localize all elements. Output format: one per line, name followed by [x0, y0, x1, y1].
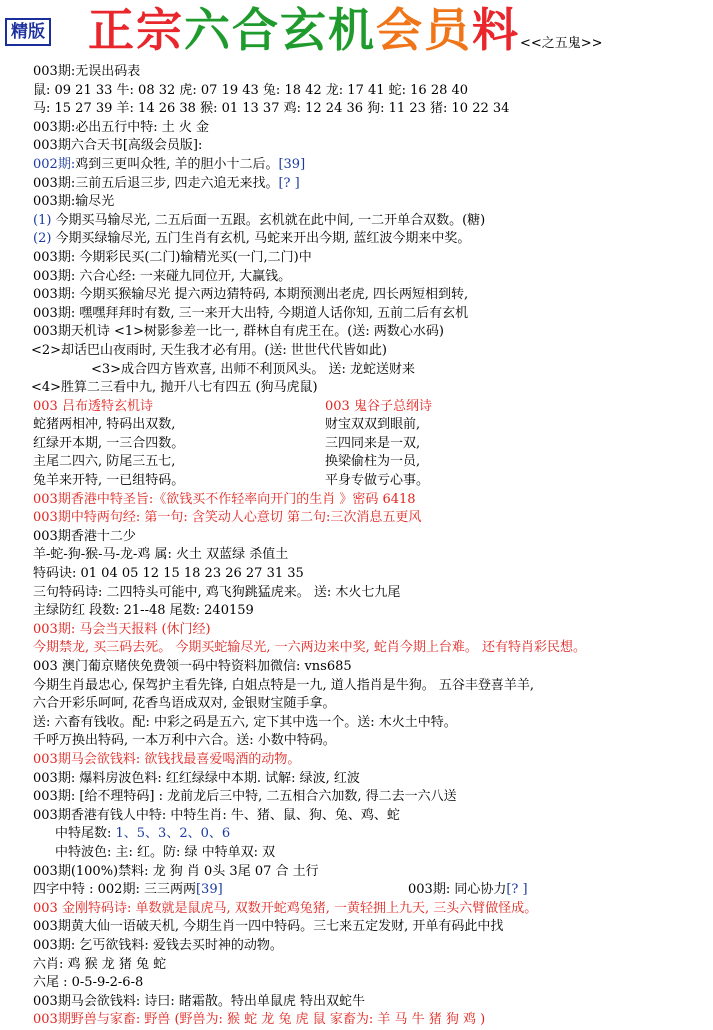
text-line — [33, 361, 708, 380]
text-line — [33, 844, 708, 863]
content-lines — [33, 63, 708, 1030]
text-line — [33, 918, 708, 937]
line-segment: 三前五后退三步, 四走六追无来找。 — [75, 175, 279, 191]
line-segment: <2>却话巴山夜雨时, 天生我才必有用。(送: 世世代代皆如此) — [31, 342, 387, 358]
line-segment: 鸡到三更叫众牲, 羊的胆小十二后。 — [75, 156, 279, 172]
page-header — [0, 0, 713, 60]
line-segment: 003期: 今期买猴输尽光 提六两边猜特码, 本期预测出老虎, 四长两短相到转, — [33, 287, 469, 303]
text-line — [33, 305, 708, 324]
title-part: 正宗 — [88, 3, 184, 57]
line-segment: 003期: 同心协力 — [408, 882, 507, 898]
text-line — [33, 100, 708, 119]
text-line — [33, 1011, 708, 1030]
line-segment: 003期野兽与家畜: 野兽 (野兽为: 猴 蛇 龙 兔 虎 鼠 家畜为: 羊 马 牛 猪 狗 鸡 ) — [33, 1012, 486, 1028]
line-segment: 主尾二四六, 防尾三五七, — [33, 454, 176, 470]
text-line — [33, 825, 708, 844]
text-line — [33, 82, 708, 101]
text-line — [33, 528, 708, 547]
right-column-segment — [325, 416, 420, 435]
line-segment: 六尾 : 0-5-9-2-6-8 — [33, 975, 144, 991]
line-segment: 003期六合天书[高级会员版]: — [33, 138, 203, 154]
line-segment: 羊-蛇-狗-猴-马-龙-鸡 属: 火土 双蓝绿 杀值土 — [33, 547, 289, 563]
author-signature: <<之五鬼>> — [520, 36, 603, 51]
title-part: 六合 — [184, 3, 280, 57]
text-line — [33, 286, 708, 305]
text-line — [33, 249, 708, 268]
text-line — [33, 770, 708, 789]
line-segment: 003期:输尽光 — [33, 194, 115, 210]
text-line — [33, 732, 708, 751]
text-line — [33, 584, 708, 603]
line-segment: 蛇猪两相冲, 特码出双数, — [33, 417, 176, 433]
text-line — [33, 398, 708, 417]
line-segment: 今期买马输尽光, 二五后面一五跟。玄机就在此中间, 一二开单合双数。(糖) — [55, 212, 486, 228]
text-line — [33, 175, 708, 194]
line-segment: 今期生肖最忠心, 保驾护主看先锋, 白姐点特是一九, 道人指肖是牛狗。 五谷丰登喜羊羊, — [33, 677, 535, 693]
line-segment: [39] — [278, 156, 306, 172]
line-segment: 003期: 乞丐欲钱料: 爱钱去买时神的动物。 — [33, 937, 283, 953]
text-line — [33, 156, 708, 175]
text-line — [33, 602, 708, 621]
right-column-segment — [325, 453, 420, 472]
text-line — [33, 119, 708, 138]
line-segment: 鼠: 09 21 33 牛: 08 32 虎: 07 19 43 兔: 18 42 龙: 17 41 蛇: 16 28 40 — [33, 82, 469, 98]
text-line — [33, 956, 708, 975]
line-segment: 003期黄大仙一语破天机, 今期生肖一四中特码。三七来五定发财, 开单有码此中找 — [33, 919, 504, 935]
line-segment: [? ] — [506, 882, 528, 898]
line-segment: 003期天机诗 <1>树影参差一比一, 群林自有虎王在。(送: 两数心水码) — [33, 324, 444, 340]
line-segment: 003期香港有钱人中特: 中特生肖: 牛、猪、鼠、狗、兔、鸡、蛇 — [33, 807, 400, 823]
line-segment: 003期(100%)禁料: 龙 狗 肖 0头 3尾 07 合 土行 — [33, 863, 319, 879]
text-line — [31, 379, 708, 398]
line-segment: [39] — [195, 882, 223, 898]
line-segment: 今期禁龙, 买三码去死。 今期买蛇输尽光, 一六两边来中奖, 蛇肖今期上台难。 还有特肖彩民想。 — [33, 640, 587, 656]
text-line — [33, 639, 708, 658]
edition-badge: 精版 — [5, 18, 51, 46]
line-segment: <3>成合四方皆欢喜, 出师不利顶风头。 送: 龙蛇送财来 — [91, 361, 415, 377]
line-segment: 003期: — [33, 175, 76, 191]
line-segment: 003期: 马会当天报料 (休门经) — [33, 621, 211, 637]
line-segment: 003 吕布透特玄机诗 — [33, 398, 153, 414]
line-segment: 003期: [给不理特码] : 龙前龙后三中特, 二五相合六加数, 得二去一六八送 — [33, 789, 457, 805]
text-line — [33, 695, 708, 714]
text-line — [33, 751, 708, 770]
text-line — [33, 546, 708, 565]
line-segment: 003 鬼谷子总纲诗 — [325, 398, 432, 414]
line-segment: 六合开彩乐呵呵, 花香鸟语成双对, 金银财宝随手拿。 — [33, 696, 336, 712]
text-line — [33, 268, 708, 287]
right-column-segment — [408, 881, 528, 900]
text-line — [33, 453, 708, 472]
line-segment: 三句特码诗: 二四特头可能中, 鸡飞狗跳猛虎来。 送: 木火七九尾 — [33, 584, 401, 600]
text-line — [33, 714, 708, 733]
line-segment: 003期: 嘿嘿拜拜时有数, 三一来开大出特, 今期道人话你知, 五前二后有玄机 — [33, 305, 469, 321]
line-segment: 财宝双双到眼前, — [325, 417, 421, 433]
line-segment: 003期:必出五行中特: 土 火 金 — [33, 119, 209, 135]
line-segment: 003期: 今期彩民买(二门)输精光买(一门,二门)中 — [33, 249, 312, 265]
line-segment: 四字中特 : 002期: 三三两两 — [33, 882, 196, 898]
text-line — [33, 323, 708, 342]
text-line — [33, 137, 708, 156]
line-segment: 中特尾数: — [55, 826, 116, 842]
line-segment: 003期马会欲钱料: 诗曰: 睹霜散。特出单鼠虎 特出双蛇牛 — [33, 993, 365, 1009]
text-line — [33, 900, 708, 919]
text-line — [33, 677, 708, 696]
text-line — [31, 342, 708, 361]
line-segment: 003期中特两句经: 第一句: 含笑动人心意切 第二句:三次消息五更风 — [33, 510, 422, 526]
line-segment: 红绿开本期, 一三合四数。 — [33, 435, 185, 451]
line-segment: 千呼万换出特码, 一本万利中六合。送: 小数中特码。 — [33, 733, 336, 749]
line-segment: 1、5、3、2、0、6 — [115, 826, 231, 842]
text-line — [33, 212, 708, 231]
line-segment: 003期:无误出码表 — [33, 64, 141, 79]
title-part: 料 — [472, 3, 520, 57]
line-segment: 003 金刚特码诗: 单数就是鼠虎马, 双数开蛇鸡兔猪, 一黄轻拥上九天, 三头六臂做怪成。 — [33, 900, 538, 916]
title-part: 会员 — [376, 3, 472, 57]
text-line — [33, 788, 708, 807]
text-line — [33, 621, 708, 640]
line-segment: 平身专做亏心事。 — [325, 473, 430, 489]
right-column-segment — [325, 398, 432, 417]
text-line — [33, 491, 708, 510]
text-line — [33, 509, 708, 528]
line-segment: 中特波色: 主: 红。防: 绿 中特单双: 双 — [55, 844, 276, 860]
line-segment: 特码诀: 01 04 05 12 15 18 23 26 27 31 35 — [33, 566, 304, 582]
text-line — [33, 230, 708, 249]
line-segment: 送: 六畜有钱收。配: 中彩之码是五六, 定下其中选一个。送: 木火土中特。 — [33, 714, 457, 730]
line-segment: 003期: 爆料房波色料: 红红绿绿中本期. 试解: 绿波, 红波 — [33, 770, 360, 786]
line-segment: 今期买绿输尽光, 五门生肖有玄机, 马蛇来开出今期, 蓝红波今期来中奖。 — [55, 231, 471, 247]
line-segment: 三四同来是一双, — [325, 435, 421, 451]
text-line — [33, 435, 708, 454]
line-segment: <4>胜算二三看中九, 抛开八七有四五 (狗马虎鼠) — [31, 380, 318, 396]
line-segment: 003期: 六合心经: 一来碰九同位开, 大赢钱。 — [33, 268, 292, 284]
line-segment: 002期: — [33, 156, 76, 172]
text-line — [33, 63, 708, 82]
line-segment: (1) — [33, 212, 56, 228]
text-line — [33, 881, 708, 900]
text-line — [33, 416, 708, 435]
text-line — [33, 974, 708, 993]
text-line — [33, 565, 708, 584]
page-title — [88, 2, 520, 58]
text-line — [33, 472, 708, 491]
text-line — [33, 807, 708, 826]
line-segment: 兔羊来开特, 一已组特码。 — [33, 473, 185, 489]
line-segment: 六肖: 鸡 猴 龙 猪 兔 蛇 — [33, 956, 167, 972]
text-line — [33, 193, 708, 212]
right-column-segment — [325, 435, 420, 454]
line-segment: [? ] — [278, 175, 300, 191]
line-segment: 换梁偷柱为一员, — [325, 454, 421, 470]
line-segment: 主绿防红 段数: 21--48 尾数: 240159 — [33, 603, 254, 619]
line-segment: (2) — [33, 231, 56, 247]
line-segment: 003期马会欲钱料: 欲钱找最喜爱喝酒的动物。 — [33, 751, 301, 767]
title-part: 玄机 — [280, 3, 376, 57]
text-line — [33, 937, 708, 956]
line-segment: 003 澳门葡京赌侠免费领一码中特资料加微信: vns685 — [33, 659, 352, 674]
line-segment: 003期香港中特圣旨:《欲钱买不作轻率向开门的生肖 》密码 6418 — [33, 491, 416, 507]
text-line — [33, 863, 708, 882]
text-line — [33, 993, 708, 1012]
line-segment: 马: 15 27 39 羊: 14 26 38 猴: 01 13 37 鸡: 12 24 36 狗: 11 23 猪: 10 22 34 — [33, 101, 510, 117]
line-segment: 003期香港十二少 — [33, 528, 136, 544]
right-column-segment — [325, 472, 429, 491]
text-line — [33, 658, 708, 677]
